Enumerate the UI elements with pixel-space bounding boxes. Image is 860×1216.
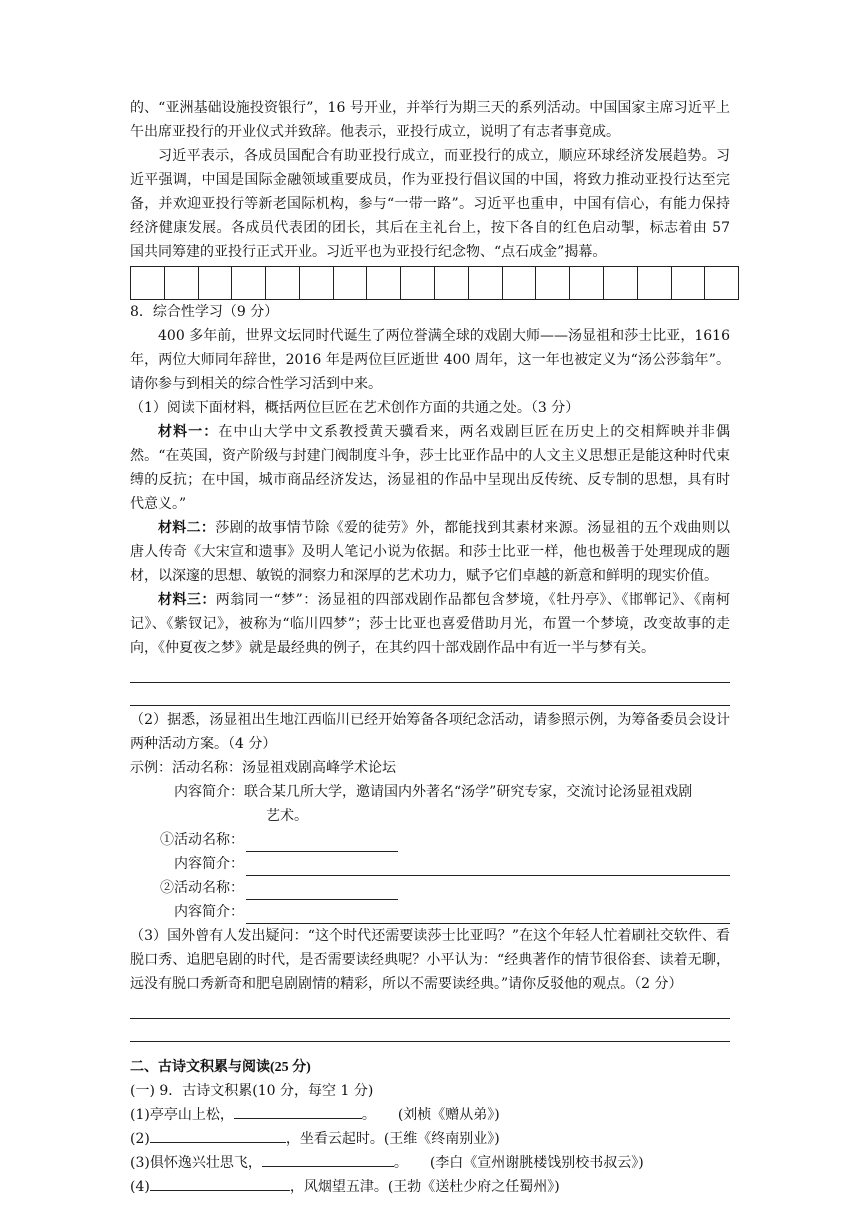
poem-2-rest: ，坐看云起时。(王维《终南别业》) [285,1131,500,1147]
grid-cell[interactable] [570,267,604,299]
poem-3-blank[interactable] [262,1150,394,1167]
grid-cell[interactable] [536,267,570,299]
news-paragraph-2: 习近平表示，各成员国配合有助亚投行成立，而亚投行的成立，顺应环球经济发展趋势。习近平强调，中国是国际金融领域重要成员，作为亚投行倡议国的中国，将致力推动亚投行达至完备，并欢迎亚投行等新老国际机构，参与“一带一路”。习近平也重申，中国有信心，有能力保持经济健康发展。各成员代表团的团长，其后在主礼台上，按下各自的红色启动掣，标志着由 57 国共同筹建的亚投行正式开业。习近平也为亚投行纪念物、“点石成金”揭幕。 [130,148,730,260]
poem-3-text: (3)俱怀逸兴壮思飞， [130,1155,262,1171]
subquestion-2: （2）据悉，汤显祖出生地江西临川已经开始筹备各项纪念活动，请参照示例，为筹备委员会设计两种活动方案。（4 分） [130,712,730,752]
grid-cell[interactable] [266,267,300,299]
grid-cell[interactable] [232,267,266,299]
material-2-text: 莎剧的故事情节除《爱的徒劳》外，都能找到其素材来源。汤显祖的五个戏曲则以唐人传奇《大宋宣和遗事》及明人笔记小说为依据。和莎士比亚一样，他也极善于处理现成的题材，以深邃的思想、敏锐的洞察力和深厚的艺术功力，赋予它们卓越的新意和鲜明的现实价值。 [130,520,731,584]
material-1-text: 在中山大学中文系教授黄天骥看来，两名戏剧巨匠在历史上的交相辉映并非偶然。“在英国，资产阶级与封建门阀制度斗争，莎士比亚作品中的人文主义思想正是能这种时代束缚的反抗；在中国，城市商品经济发达，汤显祖的作品中呈现出反传统、反专制的思想，具有时代意义。” [130,424,731,512]
activity-1-content-blank[interactable] [246,857,730,876]
grid-cell[interactable] [469,267,503,299]
poem-line-2 [130,1126,730,1150]
grid-cell[interactable] [131,267,165,299]
answer-line[interactable] [130,660,730,683]
poem-line-3 [130,1150,730,1174]
activity-1-name-row [130,828,730,852]
example-content-cont: 艺术。 [266,808,308,824]
answer-line[interactable] [130,1019,730,1042]
subquestion-3: （3）国外曾有人发出疑问：“这个时代还需要读莎士比亚吗？”在这个年轻人忙着刷社交软件、看脱口秀、追肥皂剧的时代，是否需要读经典呢？小平认为：“经典著作的情节很俗套、读着无聊，远没有脱口秀新奇和肥皂剧剧情的精彩，所以不需要读经典。”请你反驳他的观点。（2 分） [130,928,730,992]
material-3-text: 两翁同一“梦”：汤显祖的四部戏剧作品都包含梦境，《牡丹亭》、《邯郸记》、《南柯记》、《紫钗记》，被称为“临川四梦”；莎士比亚也喜爱借助月光，布置一个梦境，改变故事的走向，《仲夏夜之梦》就是最经典的例子，在其约四十部戏剧作品中有近一半与梦有关。 [130,592,731,656]
grid-cell[interactable] [401,267,435,299]
grid-cell[interactable] [334,267,368,299]
question-8-title: 8．综合性学习（9 分） [130,304,279,320]
activity-1-name-label: ①活动名称： [160,832,244,848]
question-8-intro: 400 多年前，世界文坛同时代诞生了两位誉满全球的戏剧大师——汤显祖和莎士比亚，1616 年，两位大师同年辞世，2016 年是两位巨匠逝世 400 周年，这一年也被定义为“汤公莎翁年”。请你参与到相关的综合性学习活到中来。 [130,328,730,392]
material-2-label: 材料二： [158,520,216,536]
writing-grid[interactable] [130,266,739,300]
poem-4-blank[interactable] [150,1174,290,1191]
grid-cell[interactable] [300,267,334,299]
poem-2-blank[interactable] [150,1126,286,1143]
grid-cell[interactable] [367,267,401,299]
activity-1-content-label: 内容简介： [174,856,244,872]
exam-page [130,96,730,1198]
example-content: 内容简介：联合某几所大学，邀请国内外著名“汤学”研究专家，交流讨论汤显祖戏剧 [174,784,693,800]
activity-2-content-row [130,900,730,924]
grid-cell[interactable] [672,267,706,299]
poem-1-blank[interactable] [234,1102,362,1119]
grid-cell[interactable] [638,267,672,299]
material-2 [130,516,730,588]
material-3 [130,588,730,660]
activity-2-content-label: 内容简介： [174,904,244,920]
material-1-label: 材料一： [158,424,219,440]
poem-line-1 [130,1102,730,1126]
poem-2-text: (2) [130,1131,150,1147]
grid-cell[interactable] [199,267,233,299]
poem-1-text: (1)亭亭山上松， [130,1107,234,1123]
poem-4-rest: ，风烟望五津。(王勃《送杜少府之任蜀州》) [289,1179,560,1195]
question-9-title: (一) 9．古诗文积累(10 分，每空 1 分) [130,1083,374,1099]
poem-1-source: (刘桢《赠从弟》) [397,1107,500,1123]
news-paragraph-1: 的、“亚洲基础设施投资银行”，16 号开业，并举行为期三天的系列活动。中国国家主席习近平上午出席亚投行的开业仪式并致辞。他表示，亚投行成立，说明了有志者事竟成。 [130,100,730,140]
grid-cell[interactable] [705,267,738,299]
activity-2-name-label: ②活动名称： [160,880,244,896]
poem-4-text: (4) [130,1179,150,1195]
activity-2-content-blank[interactable] [246,905,730,924]
poem-line-4 [130,1174,730,1198]
poem-1-end: 。 [361,1107,376,1123]
poem-3-source: (李白《宣州谢朓楼饯别校书叔云》) [429,1155,644,1171]
material-3-label: 材料三： [158,592,216,608]
activity-2-name-row [130,876,730,900]
poem-3-end: 。 [393,1155,408,1171]
example-name: 示例：活动名称：汤显祖戏剧高峰学术论坛 [130,760,396,776]
section-2-title: 二、古诗文积累与阅读(25 分) [130,1060,311,1075]
activity-1-content-row [130,852,730,876]
activity-1-name-blank[interactable] [246,833,398,852]
grid-cell[interactable] [604,267,638,299]
material-1 [130,420,730,516]
activity-2-name-blank[interactable] [246,881,398,900]
grid-cell[interactable] [165,267,199,299]
grid-cell[interactable] [435,267,469,299]
grid-cell[interactable] [503,267,537,299]
answer-line[interactable] [130,996,730,1019]
subquestion-1: （1）阅读下面材料，概括两位巨匠在艺术创作方面的共通之处。（3 分） [130,400,580,416]
answer-line[interactable] [130,683,730,706]
